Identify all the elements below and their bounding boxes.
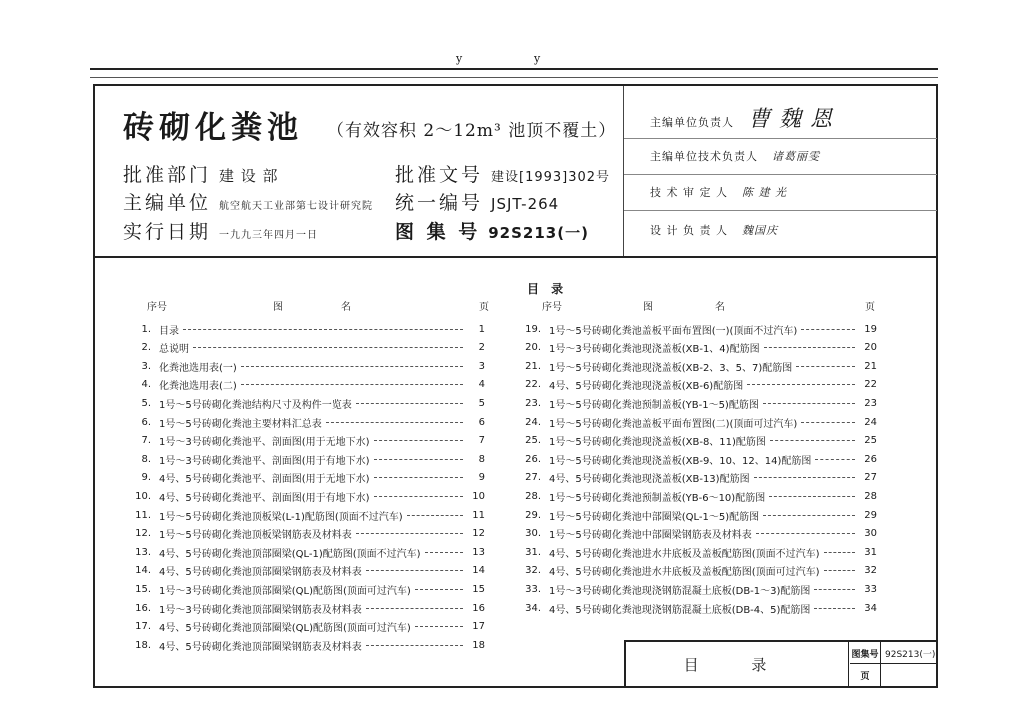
toc-row-leader xyxy=(796,366,855,367)
toc-row-leader xyxy=(366,570,463,571)
toc-row-number: 29. xyxy=(525,509,541,521)
toc-row xyxy=(515,413,877,431)
toc-row-page: 1 xyxy=(478,323,485,335)
toc-row-leader xyxy=(801,422,855,423)
signature-review: 陈 建 光 xyxy=(742,186,787,199)
toc-row-leader xyxy=(241,384,463,385)
toc-row xyxy=(515,394,877,412)
toc-row-leader xyxy=(814,589,855,590)
toc-row-title: 1号～3号砖砌化粪池顶部圈梁(QL)配筋图(顶面可过汽车) xyxy=(159,585,411,597)
toc-row-title: 1号～3号砖砌化粪池平、剖面图(用于无地下水) xyxy=(159,437,370,449)
toc-row-title: 1号～3号砖砌化粪池现浇钢筋混凝土底板(DB-1～3)配筋图 xyxy=(549,585,811,597)
toc-row-leader xyxy=(374,477,463,478)
toc-row-title: 4号、5号砖砌化粪池现浇钢筋混凝土底板(DB-4、5)配筋图 xyxy=(549,604,811,616)
signature-tech: 诸葛丽雯 xyxy=(772,150,820,163)
toc-row xyxy=(125,618,485,636)
toc-row-title: 1号～5号砖砌化粪池主要材料汇总表 xyxy=(159,418,322,430)
toc-row xyxy=(125,580,485,598)
atlas-subtitle: （有效容积 2～12m³ 池顶不覆土） xyxy=(327,121,617,141)
resp-divider xyxy=(624,138,937,139)
toc-row xyxy=(125,525,485,543)
toc-row xyxy=(125,432,485,450)
toc-row-number: 28. xyxy=(525,490,541,502)
toc-row-title: 1号～5号砖砌化粪池中部圈梁钢筋表及材料表 xyxy=(549,530,752,542)
toc-row-number: 25. xyxy=(525,435,541,447)
toc-row-number: 4. xyxy=(141,379,151,391)
toc-row-title: 1号～5号砖砌化粪池预制盖板(YB-1～5)配筋图 xyxy=(549,399,759,411)
unified-label: 统一编号 xyxy=(395,192,484,214)
approve-dept xyxy=(123,160,279,187)
toc-row-page: 4 xyxy=(478,379,485,391)
toc-row-leader xyxy=(326,422,463,423)
resp-label: 技 术 审 定 人 xyxy=(650,186,728,199)
approve-doc xyxy=(395,160,610,187)
toc-row-number: 5. xyxy=(141,397,151,409)
unified-number xyxy=(395,188,559,215)
toc-row xyxy=(125,320,485,338)
toc-row-title: 1号～3号砖砌化粪池顶部圈梁钢筋表及材料表 xyxy=(159,604,362,616)
toc-row-title: 4号、5号砖砌化粪池平、剖面图(用于有地下水) xyxy=(159,492,370,504)
toc-row-page: 20 xyxy=(864,342,877,354)
toc-row-number: 1. xyxy=(141,323,151,335)
toc-row-number: 33. xyxy=(525,583,541,595)
resp-divider xyxy=(624,174,937,175)
toc-row-number: 17. xyxy=(135,621,151,633)
toc-row xyxy=(125,450,485,468)
resp-row-design xyxy=(650,222,778,238)
toc-row-page: 23 xyxy=(864,397,877,409)
toc-row-number: 19. xyxy=(525,323,541,335)
atlas-value: 92S213(一) xyxy=(488,224,589,242)
toc-row xyxy=(125,599,485,617)
title-block-page-label: 页 xyxy=(850,664,881,686)
resp-row-tech xyxy=(650,148,820,164)
toc-row-number: 18. xyxy=(135,639,151,651)
toc-row-number: 26. xyxy=(525,453,541,465)
toc-row-number: 8. xyxy=(141,453,151,465)
toc-row-leader xyxy=(754,477,855,478)
toc-row xyxy=(125,469,485,487)
toc-row-title: 化粪池选用表(二) xyxy=(159,381,237,393)
drawing-sheet xyxy=(93,84,938,688)
toc-row-leader xyxy=(824,552,855,553)
toc-row-page: 10 xyxy=(472,490,485,502)
toc-row-leader xyxy=(747,384,855,385)
toc-row-page: 17 xyxy=(472,621,485,633)
toc-row-title: 4号、5号砖砌化粪池现浇盖板(XB-6)配筋图 xyxy=(549,381,744,393)
toc-row-title: 4号、5号砖砌化粪池现浇盖板(XB-13)配筋图 xyxy=(549,474,750,486)
editor-value: 航空航天工业部第七设计研究院 xyxy=(219,201,374,212)
toc-row xyxy=(125,357,485,375)
toc-row-title: 目录 xyxy=(159,325,179,337)
approve-doc-label: 批准文号 xyxy=(395,164,484,186)
toc-row-number: 24. xyxy=(525,416,541,428)
toc-row-leader xyxy=(366,645,463,646)
top-register-marks xyxy=(0,52,1024,66)
toc-row xyxy=(515,580,877,598)
col-head-page-left: 页 xyxy=(479,302,489,313)
toc-row-leader xyxy=(407,515,463,516)
toc-row-page: 14 xyxy=(472,565,485,577)
toc-row-number: 13. xyxy=(135,546,151,558)
title-block-atlas-value: 92S213(一) xyxy=(885,649,936,660)
toc-heading: 目 录 xyxy=(527,282,568,296)
toc-row xyxy=(515,543,877,561)
toc-row xyxy=(515,357,877,375)
toc-row-page: 8 xyxy=(478,453,485,465)
responsibility-block xyxy=(623,86,937,256)
unified-value: JSJT-264 xyxy=(491,195,560,213)
date-label: 实行日期 xyxy=(123,221,212,243)
toc-row xyxy=(125,394,485,412)
atlas-label: 图 集 号 xyxy=(395,221,481,243)
toc-row-title: 4号、5号砖砌化粪池顶部圈梁钢筋表及材料表 xyxy=(159,641,362,653)
register-mark-right: y xyxy=(534,52,541,65)
toc-row-number: 3. xyxy=(141,360,151,372)
toc-row-page: 24 xyxy=(864,416,877,428)
toc-row xyxy=(125,413,485,431)
col-head-name1-right: 图 xyxy=(643,302,653,313)
toc-row-leader xyxy=(425,552,463,553)
toc-row xyxy=(515,376,877,394)
toc-row-leader xyxy=(241,366,463,367)
toc-row-leader xyxy=(763,403,855,404)
toc-row-title: 4号、5号砖砌化粪池进水井底板及盖板配筋图(顶面可过汽车) xyxy=(549,567,820,579)
toc-row-number: 2. xyxy=(141,342,151,354)
col-head-page-right: 页 xyxy=(865,302,875,313)
atlas-title: 砖砌化粪池 xyxy=(123,110,303,146)
toc-row-leader xyxy=(374,496,463,497)
toc-row-title: 1号～3号砖砌化粪池现浇盖板(XB-1、4)配筋图 xyxy=(549,344,760,356)
toc-row-title: 1号～5号砖砌化粪池顶板梁(L-1)配筋图(顶面不过汽车) xyxy=(159,511,403,523)
toc-row-number: 21. xyxy=(525,360,541,372)
signature-design: 魏国庆 xyxy=(742,224,778,237)
resp-row-chief xyxy=(650,102,833,133)
col-head-no-left: 序号 xyxy=(147,302,167,313)
toc-row-leader xyxy=(356,533,463,534)
toc-row-leader xyxy=(374,459,463,460)
toc-row-number: 11. xyxy=(135,509,151,521)
editor-label: 主编单位 xyxy=(123,192,212,214)
toc-row-leader xyxy=(415,589,463,590)
toc-row-title: 1号～3号砖砌化粪池平、剖面图(用于有地下水) xyxy=(159,455,370,467)
toc-row-title: 1号～5号砖砌化粪池结构尺寸及构件一览表 xyxy=(159,399,352,411)
col-head-name2-right: 名 xyxy=(715,302,725,313)
toc-row-number: 15. xyxy=(135,583,151,595)
toc-row-title: 1号～5号砖砌化粪池预制盖板(YB-6～10)配筋图 xyxy=(549,492,766,504)
toc-row-page: 12 xyxy=(472,528,485,540)
toc-row-page: 22 xyxy=(864,379,877,391)
toc-row-leader xyxy=(763,515,855,516)
toc-row-title: 4号、5号砖砌化粪池顶部圈梁(QL)配筋图(顶面可过汽车) xyxy=(159,623,411,635)
toc-row-page: 26 xyxy=(864,453,877,465)
toc-row-page: 6 xyxy=(478,416,485,428)
atlas-number xyxy=(395,217,589,244)
toc-row-number: 27. xyxy=(525,472,541,484)
toc-row-number: 23. xyxy=(525,397,541,409)
toc-row-title: 1号～5号砖砌化粪池盖板平面布置图(二)(顶面可过汽车) xyxy=(549,418,798,430)
toc-row xyxy=(125,376,485,394)
toc-row-leader xyxy=(824,570,855,571)
toc-row-page: 31 xyxy=(864,546,877,558)
col-head-name1-left: 图 xyxy=(273,302,283,313)
title-block-name: 目 录 xyxy=(626,642,849,686)
resp-divider xyxy=(624,210,937,211)
toc-row xyxy=(515,562,877,580)
toc-row-number: 22. xyxy=(525,379,541,391)
toc-row-leader xyxy=(415,626,463,627)
resp-row-review xyxy=(650,184,787,200)
toc-row-leader xyxy=(374,440,463,441)
toc-row-title: 1号～5号砖砌化粪池现浇盖板(XB-9、10、12、14)配筋图 xyxy=(549,455,812,467)
toc-row xyxy=(515,450,877,468)
toc-row xyxy=(515,525,877,543)
toc-row-number: 10. xyxy=(135,490,151,502)
toc-row xyxy=(125,339,485,357)
toc-row-leader xyxy=(756,533,855,534)
register-mark-left: y xyxy=(456,52,463,65)
toc-row-title: 4号、5号砖砌化粪池顶部圈梁(QL-1)配筋图(顶面不过汽车) xyxy=(159,548,421,560)
title-block-atlas-label: 图集号 xyxy=(850,642,881,664)
toc-row-title: 4号、5号砖砌化粪池进水井底板及盖板配筋图(顶面不过汽车) xyxy=(549,548,820,560)
title-block xyxy=(624,640,936,686)
toc-row-title: 1号～5号砖砌化粪池现浇盖板(XB-2、3、5、7)配筋图 xyxy=(549,362,793,374)
toc-row-page: 3 xyxy=(478,360,485,372)
toc-row-page: 9 xyxy=(478,472,485,484)
toc-row-leader xyxy=(769,496,855,497)
toc-row-leader xyxy=(183,329,463,330)
toc-row-page: 30 xyxy=(864,528,877,540)
toc-row xyxy=(125,562,485,580)
toc-row-number: 34. xyxy=(525,602,541,614)
col-head-no-right: 序号 xyxy=(542,302,562,313)
toc-row-page: 34 xyxy=(864,602,877,614)
toc-row xyxy=(515,599,877,617)
title-block-page-value xyxy=(882,664,936,686)
col-head-name2-left: 名 xyxy=(341,302,351,313)
toc-row xyxy=(125,487,485,505)
approve-dept-value: 建 设 部 xyxy=(219,167,279,185)
toc-row-title: 4号、5号砖砌化粪池平、剖面图(用于无地下水) xyxy=(159,474,370,486)
toc-row-page: 21 xyxy=(864,360,877,372)
toc-row-title: 4号、5号砖砌化粪池顶部圈梁钢筋表及材料表 xyxy=(159,567,362,579)
toc-row-page: 5 xyxy=(478,397,485,409)
toc-row xyxy=(515,469,877,487)
toc-row-page: 18 xyxy=(472,639,485,651)
top-rule-thin xyxy=(90,77,938,78)
toc-row xyxy=(125,506,485,524)
toc-row xyxy=(515,320,877,338)
toc-row-number: 16. xyxy=(135,602,151,614)
toc-row-title: 1号～5号砖砌化粪池现浇盖板(XB-8、11)配筋图 xyxy=(549,437,766,449)
toc-row-number: 32. xyxy=(525,565,541,577)
toc-row-title: 1号～5号砖砌化粪池中部圈梁(QL-1～5)配筋图 xyxy=(549,511,760,523)
effective-date xyxy=(123,217,318,244)
toc-row-number: 20. xyxy=(525,342,541,354)
toc-row-leader xyxy=(801,329,855,330)
toc-row-page: 27 xyxy=(864,472,877,484)
toc-row-number: 14. xyxy=(135,565,151,577)
toc-row xyxy=(515,339,877,357)
resp-label: 主编单位技术负责人 xyxy=(650,150,758,163)
top-rule xyxy=(90,68,938,70)
toc-row-leader xyxy=(814,608,855,609)
toc-row-page: 15 xyxy=(472,583,485,595)
toc-row-page: 13 xyxy=(472,546,485,558)
toc-row xyxy=(125,636,485,654)
toc-row-number: 7. xyxy=(141,435,151,447)
toc-row-page: 25 xyxy=(864,435,877,447)
toc-row-number: 12. xyxy=(135,528,151,540)
toc-row-leader xyxy=(193,347,463,348)
approve-dept-label: 批准部门 xyxy=(123,164,212,186)
resp-label: 设 计 负 责 人 xyxy=(650,224,728,237)
toc-row-page: 29 xyxy=(864,509,877,521)
toc-row-page: 2 xyxy=(478,342,485,354)
toc-row-page: 33 xyxy=(864,583,877,595)
header-block xyxy=(95,86,936,258)
toc-row-leader xyxy=(764,347,855,348)
toc-row-page: 28 xyxy=(864,490,877,502)
toc-row-page: 11 xyxy=(472,509,485,521)
toc-row-number: 31. xyxy=(525,546,541,558)
toc-row-leader xyxy=(366,608,463,609)
approve-doc-value: 建设[1993]302号 xyxy=(491,170,611,185)
toc-row-page: 7 xyxy=(478,435,485,447)
toc-row-number: 6. xyxy=(141,416,151,428)
toc-row xyxy=(125,543,485,561)
date-value: 一九九三年四月一日 xyxy=(219,230,319,241)
toc-row xyxy=(515,432,877,450)
resp-label: 主编单位负责人 xyxy=(650,116,734,129)
toc-row-page: 19 xyxy=(864,323,877,335)
toc-row xyxy=(515,506,877,524)
toc-row-leader xyxy=(815,459,855,460)
editor-unit xyxy=(123,188,373,215)
toc-row-title: 化粪池选用表(一) xyxy=(159,362,237,374)
toc-row-number: 30. xyxy=(525,528,541,540)
toc-row-leader xyxy=(770,440,855,441)
toc-row-title: 1号～5号砖砌化粪池顶板梁钢筋表及材料表 xyxy=(159,530,352,542)
toc-row xyxy=(515,487,877,505)
toc-row-number: 9. xyxy=(141,472,151,484)
toc-row-leader xyxy=(356,403,463,404)
toc-row-title: 总说明 xyxy=(159,344,189,356)
signature-chief: 曹 魏 恩 xyxy=(748,107,833,132)
toc-row-page: 16 xyxy=(472,602,485,614)
toc-row-title: 1号～5号砖砌化粪池盖板平面布置图(一)(顶面不过汽车) xyxy=(549,325,798,337)
toc-row-page: 32 xyxy=(864,565,877,577)
